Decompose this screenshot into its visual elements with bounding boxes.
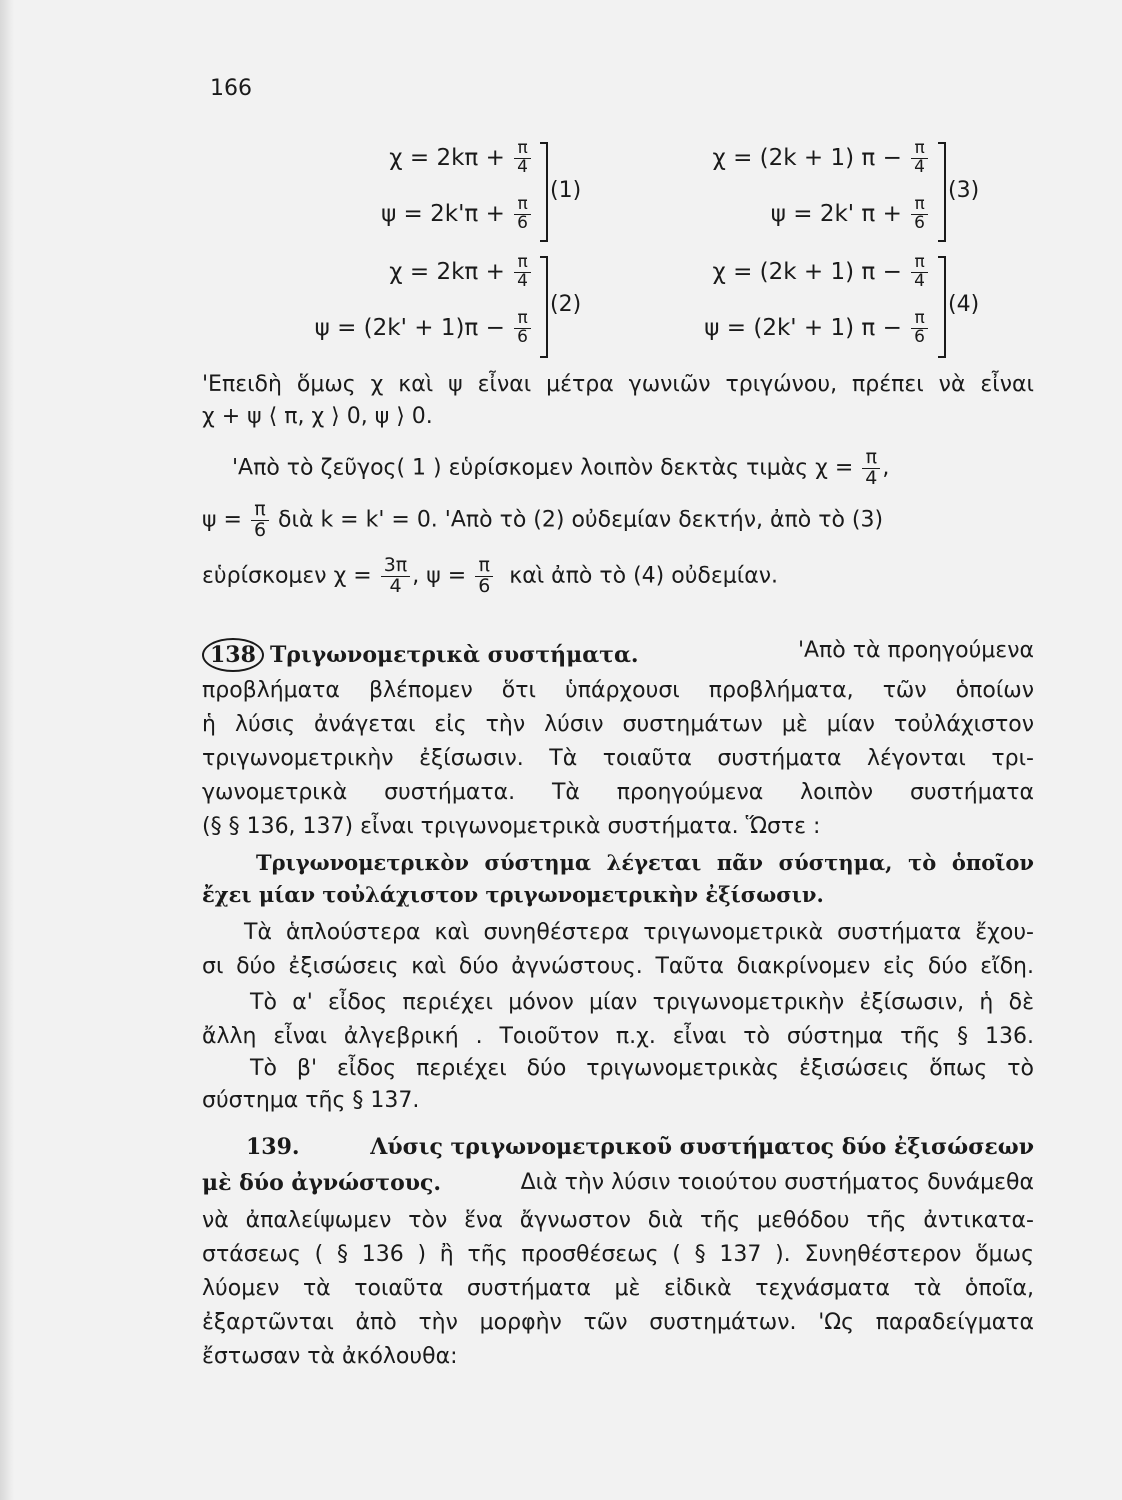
system-1-x-equation [389,140,533,177]
paragraph-1-line-1: 'Επειδὴ ὅμως χ καὶ ψ εἶναι μέτρα γωνιῶν τριγώνου, πρέπει νὰ εἶναι [202,372,1034,397]
system-3-x-equation [713,140,931,177]
fraction-numerator: π [251,500,269,521]
section-number: 139. [246,1134,300,1160]
fraction-denominator: 4 [517,156,528,177]
section-139-line-1 [202,1170,1034,1196]
equation-text: ψ = 2k' π + [770,200,902,227]
equation-text: χ = (2k + 1) π − [712,144,902,171]
paragraph-4-line-1: Τὸ β' εἶδος περιέχει δύο τριγωνομετρικὰς ἐξισώσεις ὅπως τὸ [250,1056,1034,1081]
definition-line-2: ἔχει μίαν τοὐλάχιστον τριγωνομετρικὴν ἐξίσωσιν. [202,882,824,907]
paragraph-2-line-1: Τὰ ἁπλούστερα καὶ συνηθέστερα τριγωνομετρικὰ συστήματα ἔχου- [244,920,1034,945]
fraction [911,196,928,233]
system-2-brace [540,256,548,358]
system-4-label: (4) [948,292,980,317]
fraction [514,254,531,291]
fraction-denominator: 4 [914,156,925,177]
fraction-denominator: 4 [517,270,528,291]
system-4-brace [938,256,946,358]
system-2 [245,254,605,364]
fraction [475,556,493,597]
paragraph-1-line-4 [202,500,1034,541]
line-text: καὶ ἀπὸ τὸ (4) οὐδεμίαν. [509,563,779,589]
section-138-line-2: προβλήματα βλέπομεν ὅτι ὑπάρχουσι προβλήματα, τῶν ὁποίων [202,678,1034,703]
line-text: 'Απὸ τὰ προηγούμενα [797,638,1034,663]
system-4-y-equation [704,310,930,347]
system-1 [335,140,605,250]
section-number-circled: 138 [202,638,264,672]
fraction-denominator: 6 [517,326,528,347]
equation-text: χ = 2kπ + [389,258,505,285]
fraction [911,310,928,347]
fraction-denominator: 6 [253,518,267,541]
section-138-line-3: ἡ λύσις ἀνάγεται εἰς τὴν λύσιν συστημάτων μὲ μίαν τοὐλάχιστον [202,712,1034,737]
system-2-label: (2) [550,292,582,317]
line-text: διὰ k = k' = 0. 'Απὸ τὸ (2) οὐδεμίαν δεκτήν, ἀπὸ τὸ (3) [278,507,884,533]
system-3-label: (3) [948,178,980,203]
system-4-x-equation [713,254,931,291]
section-138-line-5: γωνομετρικὰ συστήματα. Τὰ προηγούμενα λοιπὸν συστήματα [202,780,1034,805]
section-139-heading-line-1 [246,1134,1034,1160]
page-edge-shadow [0,0,14,1500]
fraction-numerator: π [514,140,531,159]
paragraph-3-line-1: Τὸ α' εἶδος περιέχει μόνον μίαν τριγωνομετρικὴν ἐξίσωσιν, ἡ δὲ [250,990,1034,1015]
fraction-numerator: π [514,196,531,215]
system-2-y-equation [315,310,533,347]
fraction-numerator: π [911,196,928,215]
fraction-numerator: π [475,556,493,577]
fraction [514,140,531,177]
section-139-line-3: στάσεως ( § 136 ) ἢ τῆς προσθέσεως ( § 137 ). Συνηθέστερον ὅμως [202,1242,1034,1267]
equation-text: χ = (2k + 1) π − [712,258,902,285]
section-138-line-4: τριγωνομετρικὴν ἐξίσωσιν. Τὰ τοιαῦτα συστήματα λέγονται τρι- [202,746,1034,771]
system-3 [640,140,1000,250]
fraction-denominator: 4 [389,574,402,597]
definition-line-1: Τριγωνομετρικὸν σύστημα λέγεται πᾶν σύστημα, τὸ ὁποῖον [256,850,1034,875]
fraction-denominator: 6 [914,326,925,347]
paragraph-3-line-2: ἄλλη εἶναι ἀλγεβρική . Τοιοῦτον π.χ. εἶναι τὸ σύστημα τῆς § 136. [202,1024,1034,1049]
equation-text: χ = 2kπ + [389,144,505,171]
system-1-label: (1) [550,178,582,203]
section-title: Λύσις τριγωνομετρικοῦ συστήματος δύο ἐξισώσεων [370,1134,1034,1160]
section-title-continued: μὲ δύο ἀγνώστους. [202,1170,442,1196]
fraction-numerator: π [862,448,880,469]
section-139-line-4: λύομεν τὰ τοιαῦτα συστήματα μὲ εἰδικὰ τεχνάσματα τὰ ὁποῖα, [202,1276,1034,1301]
line-text: Διὰ τὴν λύσιν τοιούτου συστήματος δυνάμεθα [520,1170,1034,1195]
line-text: εὑρίσκομεν χ = [202,563,372,589]
fraction [514,310,531,347]
fraction-denominator: 6 [478,574,491,597]
equation-text: ψ = (2k' + 1) π − [704,314,902,341]
page-number: 166 [210,76,252,101]
fraction [911,254,928,291]
line-text: , ψ = [412,563,467,589]
equation-text: ψ = 2k'π + [381,200,505,227]
section-138-line-6: (§ § 136, 137) εἶναι τριγωνομετρικὰ συστήματα. Ὥστε : [202,814,821,839]
section-138-heading [202,638,1034,672]
fraction-numerator: 3π [381,556,411,577]
fraction-denominator: 6 [517,212,528,233]
paragraph-2-line-2: σι δύο ἐξισώσεις καὶ δύο ἀγνώστους. Ταῦτα διακρίνομεν εἰς δύο εἴδη. [202,954,1034,979]
fraction-numerator: π [911,140,928,159]
fraction-denominator: 4 [865,466,878,489]
fraction [862,448,880,489]
system-4 [640,254,1000,364]
section-139-line-5: ἐξαρτῶνται ἀπὸ τὴν μορφὴν τῶν συστημάτων. 'Ως παραδείγματα [202,1310,1034,1335]
line-text: ψ = [202,507,242,533]
fraction-denominator: 6 [914,212,925,233]
fraction-denominator: 4 [914,270,925,291]
system-1-brace [540,142,548,242]
line-text: 'Απὸ τὸ ζεῦγος( 1 ) εὑρίσκομεν λοιπὸν δεκτὰς τιμὰς χ = [232,455,854,481]
equation-text: ψ = (2k' + 1)π − [314,314,505,341]
paragraph-1-line-2: χ + ψ ⟨ π, χ ⟩ 0, ψ ⟩ 0. [202,404,433,429]
fraction-numerator: π [911,254,928,273]
fraction [911,140,928,177]
system-3-y-equation [771,196,930,233]
section-title: Τριγωνομετρικὰ συστήματα. [269,642,639,668]
fraction [381,556,411,597]
system-1-y-equation [381,196,533,233]
system-3-brace [938,142,946,242]
section-139-line-2: νὰ ἀπαλείψωμεν τὸν ἕνα ἄγνωστον διὰ τῆς μεθόδου τῆς ἀντικατα- [202,1208,1034,1233]
paragraph-4-line-2: σύστημα τῆς § 137. [202,1088,420,1113]
system-2-x-equation [389,254,533,291]
section-139-line-6: ἔστωσαν τὰ ἀκόλουθα: [202,1344,458,1369]
fraction-numerator: π [514,310,531,329]
paragraph-1-line-5 [202,556,1034,597]
paragraph-1-line-3: 'Απὸ τὸ ζεῦγος( 1 ) εὑρίσκομεν λοιπὸν δεκτὰς τιμὰς χ = $\frac{\pi}{4}$ , [232,446,890,489]
fraction-numerator: π [514,254,531,273]
fraction [514,196,531,233]
fraction-numerator: π [911,310,928,329]
fraction [251,500,269,541]
